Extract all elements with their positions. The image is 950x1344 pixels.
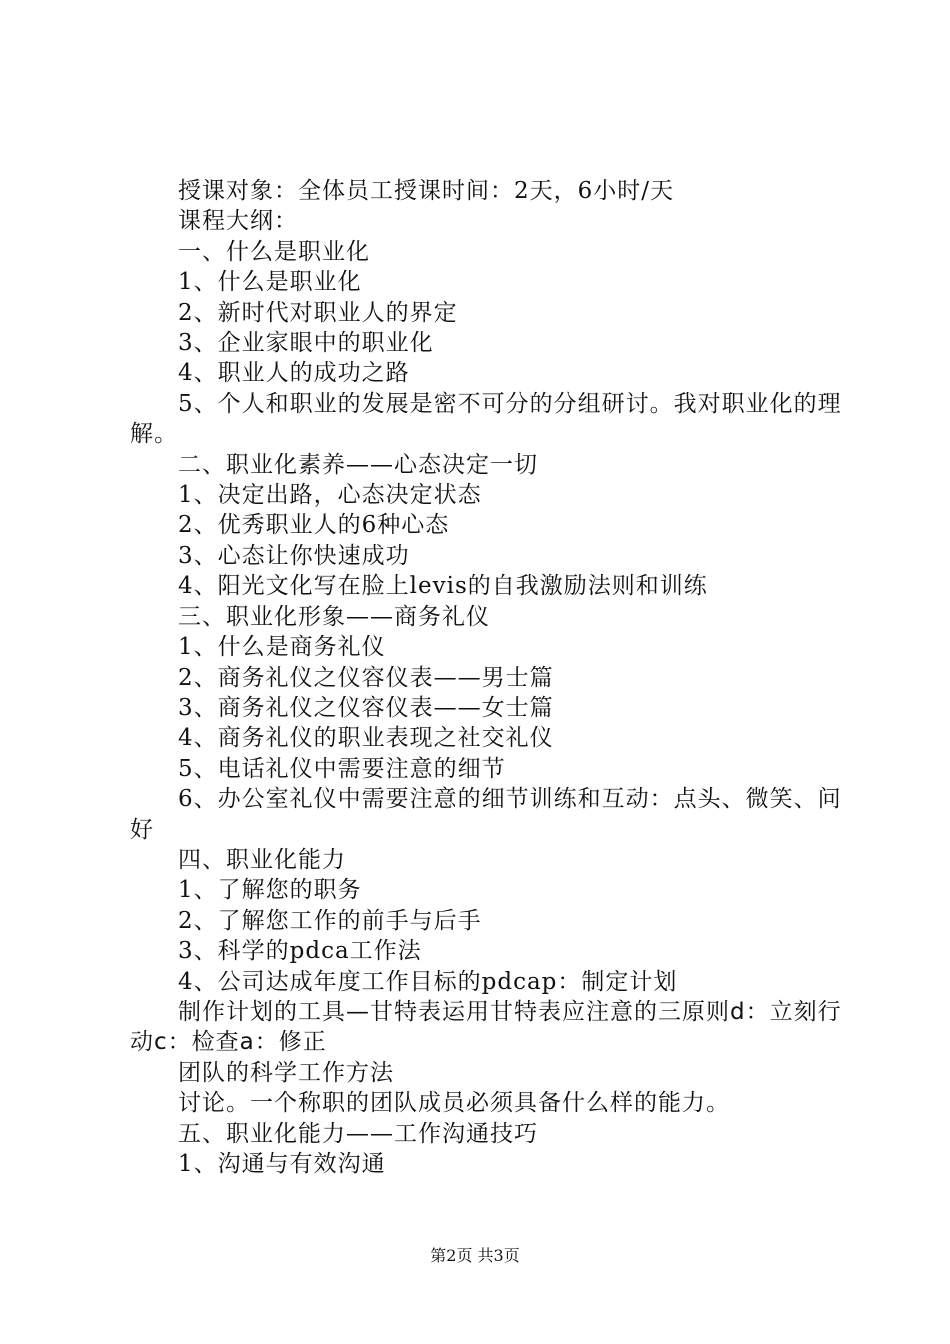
document-body — [130, 176, 850, 1179]
paragraph: 四、职业化能力 — [178, 846, 346, 873]
paragraph: 1、什么是商务礼仪 — [178, 634, 386, 661]
paragraph: 制作计划的工具—甘特表运用甘特表应注意的三原则d：立刻行动c：检查a：修正 — [130, 998, 842, 1056]
paragraph: 五、职业化能力——工作沟通技巧 — [178, 1120, 538, 1147]
paragraph: 2、新时代对职业人的界定 — [178, 299, 458, 326]
paragraph: 2、优秀职业人的6种心态 — [178, 512, 450, 539]
paragraph: 6、办公室礼仪中需要注意的细节训练和互动：点头、微笑、问好 — [130, 786, 842, 843]
paragraph: 一、什么是职业化 — [178, 238, 370, 265]
page-number-label: 第2页 共3页 — [430, 1246, 520, 1265]
paragraph: 2、了解您工作的前手与后手 — [178, 907, 482, 934]
paragraph: 团队的科学工作方法 — [178, 1059, 394, 1086]
paragraph: 授课对象：全体员工授课时间：2天，6小时/天 — [178, 178, 675, 204]
page-footer — [0, 1243, 950, 1266]
paragraph: 5、电话礼仪中需要注意的细节 — [178, 755, 506, 782]
paragraph: 讨论。一个称职的团队成员必须具备什么样的能力。 — [178, 1090, 730, 1117]
paragraph: 4、公司达成年度工作目标的pdcap：制定计划 — [178, 968, 678, 995]
paragraph: 三、职业化形象——商务礼仪 — [178, 603, 490, 630]
paragraph: 3、企业家眼中的职业化 — [178, 330, 434, 357]
paragraph: 4、商务礼仪的职业表现之社交礼仪 — [178, 725, 554, 752]
paragraph: 1、了解您的职务 — [178, 877, 362, 904]
paragraph: 二、职业化素养——心态决定一切 — [178, 451, 538, 478]
paragraph: 5、个人和职业的发展是密不可分的分组研讨。我对职业化的理解。 — [130, 390, 842, 448]
paragraph: 3、科学的pdca工作法 — [178, 938, 422, 965]
paragraph: 1、决定出路，心态决定状态 — [178, 482, 482, 509]
paragraph: 2、商务礼仪之仪容仪表——男士篇 — [178, 664, 554, 691]
paragraph: 1、沟通与有效沟通 — [178, 1151, 386, 1177]
paragraph: 1、什么是职业化 — [178, 269, 362, 296]
paragraph: 课程大纲： — [178, 208, 298, 235]
paragraph: 3、心态让你快速成功 — [178, 542, 410, 569]
paragraph: 4、职业人的成功之路 — [178, 360, 410, 387]
paragraph: 3、商务礼仪之仪容仪表——女士篇 — [178, 694, 554, 721]
paragraph: 4、阳光文化写在脸上levis的自我激励法则和训练 — [178, 573, 708, 600]
